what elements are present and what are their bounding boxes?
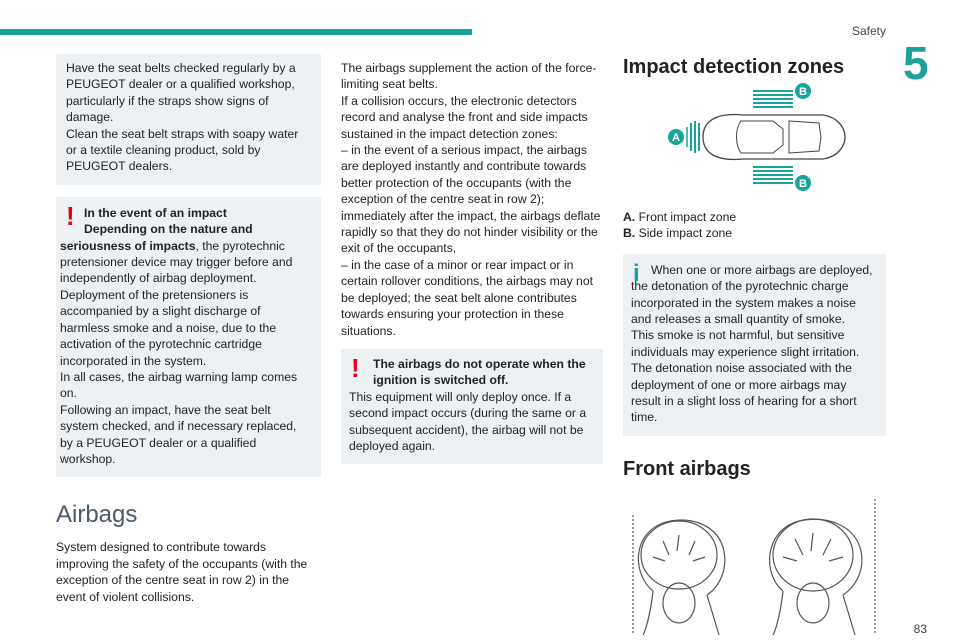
front-airbags-illustration xyxy=(623,495,886,635)
warning-paragraph: In all cases, the airbag warning lamp comes on. xyxy=(60,369,298,401)
label-b-bottom: B xyxy=(799,178,807,190)
header-accent-bar xyxy=(0,29,472,35)
warning-text: , the pyrotechnic pretensioner device may trigger before and independently of airbag deployment. xyxy=(60,238,293,286)
info-text: When one or more airbags are deployed, the detonation of the pyrotechnic charge incorporated in the system makes a noise and releases a small quantity of smoke. xyxy=(631,262,873,327)
airbags-heading: Airbags xyxy=(56,501,138,529)
impact-warning-box xyxy=(56,197,321,478)
front-impact-zone xyxy=(687,121,699,153)
legend-b: Side impact zone xyxy=(638,226,733,241)
body-paragraph: The airbags supplement the action of the force-limiting seat belts. xyxy=(341,61,597,92)
info-paragraph: This smoke is not harmful, but sensitive individuals may experience slight irritation. xyxy=(631,328,860,359)
warning-bold-lead: Depending on the nature and seriousness of impacts xyxy=(60,222,253,253)
warning-exclamation-icon: ! xyxy=(351,352,360,383)
impact-zones-heading: Impact detection zones xyxy=(623,56,845,78)
windshield xyxy=(737,121,784,153)
legend-key-b: B. xyxy=(623,226,636,241)
warning-text: This equipment will only deploy once. If a second impact occurs (during the same or a subsequent accident), the airbag will not be deployed again. xyxy=(349,389,587,453)
roof xyxy=(789,121,821,153)
ignition-warning-box xyxy=(341,349,603,464)
box-paragraph: Clean the seat belt straps with soapy water or a textile cleaning product, sold by PEUGEOT dealers. xyxy=(66,126,299,174)
front-airbags-heading: Front airbags xyxy=(623,457,751,480)
label-a: A xyxy=(672,132,680,144)
info-paragraph: The detonation noise associated with the deployment of one or more airbags may result in a slight loss of hearing for a short time. xyxy=(631,361,857,425)
maintenance-box xyxy=(56,54,321,185)
warning-paragraph: Following an impact, have the seat belt system checked, and if necessary replaced, by a PEUGEOT dealer or a qualified workshop. xyxy=(60,402,297,466)
page-number: 83 xyxy=(913,622,927,636)
warning-paragraph: Deployment of the pretensioners is accompanied by a slight discharge of harmless smoke and a noise, due to the activation of the pyrotechnic cartridge incorporated in the system. xyxy=(60,287,277,368)
warning-title: In the event of an impact xyxy=(84,205,227,220)
impact-zones-diagram xyxy=(623,83,886,195)
smoke-info-box xyxy=(623,254,886,436)
column-3 xyxy=(623,56,886,635)
label-b-top: B xyxy=(799,86,807,98)
side-impact-zone-top xyxy=(753,91,793,107)
section-title: Safety xyxy=(851,24,886,38)
diagram-legend xyxy=(623,209,886,242)
body-paragraph: If a collision occurs, the electronic detectors record and analyse the front and side impacts sustained in the impact detection zones: xyxy=(341,93,588,141)
side-impact-zone-bottom xyxy=(753,167,793,183)
airbags-intro: System designed to contribute towards improving the safety of the occupants (with the exception of the centre seat in row 2) in the event of violent collisions. xyxy=(56,540,308,604)
column-1 xyxy=(56,54,321,605)
body-paragraph: – in the case of a minor or rear impact or in certain rollover conditions, the airbags may not be deployed; the seat belt alone contributes towards ensuring your protection in these situations. xyxy=(341,257,594,338)
column-2 xyxy=(341,60,603,464)
body-paragraph: – in the event of a serious impact, the airbags are deployed instantly and contribute towards better protection of the occupants (with the exception of the centre seat in row 2); immediately after the impact, the airbags deflate rapidly so that they do not hinder visibility or the exit of the occupants, xyxy=(341,143,601,256)
legend-a: Front impact zone xyxy=(638,210,737,224)
passenger-airbag xyxy=(770,499,875,635)
warning-title: The airbags do not operate when the ignition is switched off. xyxy=(373,356,586,388)
info-icon: i xyxy=(633,259,640,287)
driver-airbag xyxy=(633,515,725,635)
warning-exclamation-icon: ! xyxy=(66,200,75,231)
box-paragraph: Have the seat belts checked regularly by a PEUGEOT dealer or a qualified workshop, particularly if the straps show signs of damage. xyxy=(66,61,296,125)
legend-key-a: A. xyxy=(623,210,636,224)
chapter-number: 5 xyxy=(903,37,929,89)
